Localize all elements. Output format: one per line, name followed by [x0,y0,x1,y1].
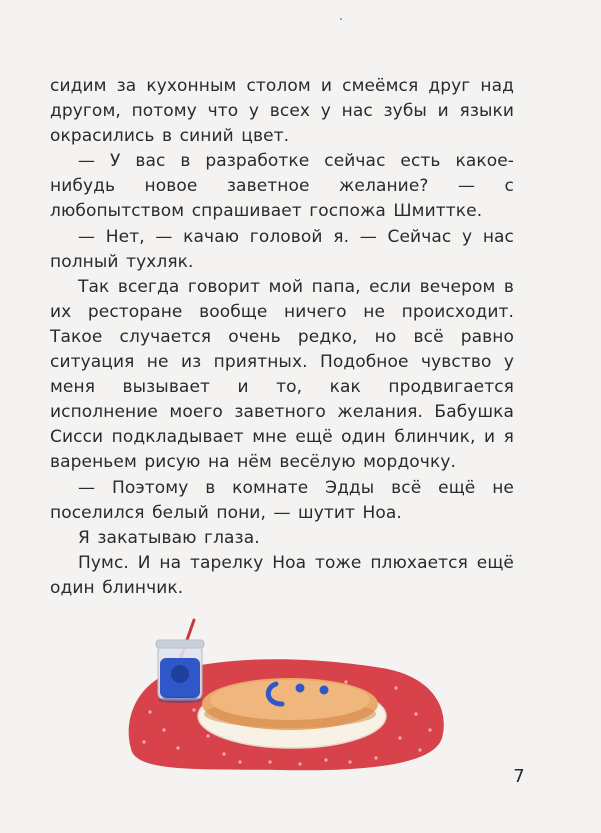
paragraph: сидим за кухонным столом и смеёмся друг над другом, потому что у всех у нас зубы и языки окрасились в синий цвет. [50,76,514,147]
page-number: 7 [513,766,525,787]
paragraph: — У вас в разработке сейчас есть какое-нибудь новое заветное желание? — с любопытством спрашивает госпожа Шмиттке. [50,151,514,222]
jam-jar-and-pancake-with-smiley-icon [120,612,450,772]
paragraph: — Нет, — качаю головой я. — Сейчас у нас полный тухляк. [50,226,514,272]
paragraph: Я закатываю глаза. [78,527,260,548]
jam-smiley-eye [296,684,305,693]
dust-speck [340,18,342,20]
jam-jar [156,620,204,703]
paragraph: Пумс. И на тарелку Ноа тоже плюхается ещё один блинчик. [50,552,514,598]
paragraph: Так всегда говорит мой папа, если вечером в их ресторане вообще ничего не происходит. Такое случается очень редко, но всё равно ситуация не из приятных. Подобное чувство у меня вызывает и то, как продвигается исполнение моего заветного желания. Бабушка Сисси подкладывает мне ещё один блинчик, и я вареньем рисую на нём весёлую мордочку. [50,276,514,473]
body-text [50,74,514,601]
paragraph: — Поэтому в комнате Эдды всё ещё не поселился белый пони, — шутит Ноа. [50,477,514,523]
jam-smiley-eye [320,686,329,695]
